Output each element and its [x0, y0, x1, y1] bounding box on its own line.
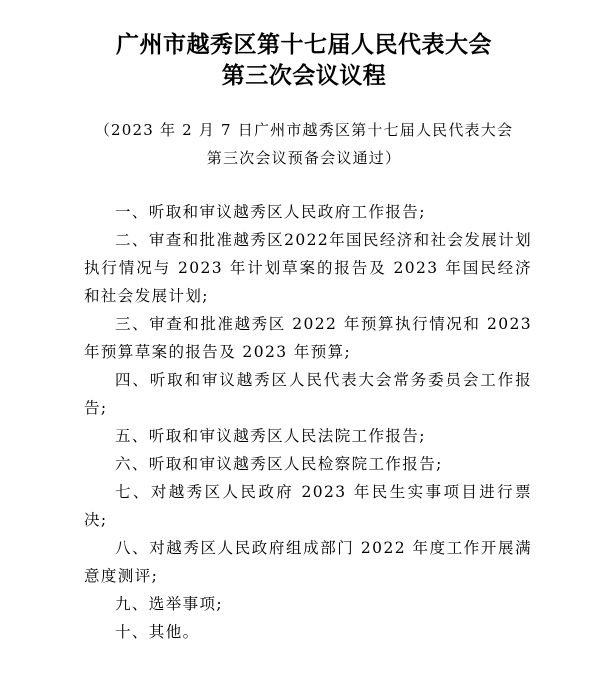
agenda-item-5: 五、听取和审议越秀区人民法院工作报告;	[115, 427, 426, 445]
agenda-item-7: 七、对越秀区人民政府 2023 年民生实事项目进行票决;	[84, 483, 532, 529]
agenda-item-4: 四、听取和审议越秀区人民代表大会常务委员会工作报告;	[84, 371, 532, 417]
agenda-item-8: 八、对越秀区人民政府组成部门 2022 年度工作开展满意度测评;	[84, 539, 532, 585]
agenda-list	[84, 198, 532, 646]
document-title-line1: 广州市越秀区第十七届人民代表大会	[116, 32, 492, 58]
document-subtitle-line1: （2023 年 2 月 7 日广州市越秀区第十七届人民代表大会	[94, 121, 514, 139]
agenda-item-6: 六、听取和审议越秀区人民检察院工作报告;	[115, 455, 443, 473]
agenda-item-2: 二、审查和批准越秀区2022年国民经济和社会发展计划执行情况与 2023 年计划草案的报告及 2023 年国民经济和社会发展计划;	[84, 231, 532, 305]
agenda-item-1: 一、听取和审议越秀区人民政府工作报告;	[115, 203, 426, 221]
agenda-item-10: 十、其他。	[115, 623, 200, 641]
agenda-item-3: 三、审查和批准越秀区 2022 年预算执行情况和 2023 年预算草案的报告及 2023 年预算;	[84, 315, 532, 361]
document-title-line2: 第三次会议议程	[221, 63, 387, 89]
document-subtitle-line2: 第三次会议预备会议通过）	[206, 149, 402, 167]
agenda-item-9: 九、选举事项;	[115, 595, 224, 613]
